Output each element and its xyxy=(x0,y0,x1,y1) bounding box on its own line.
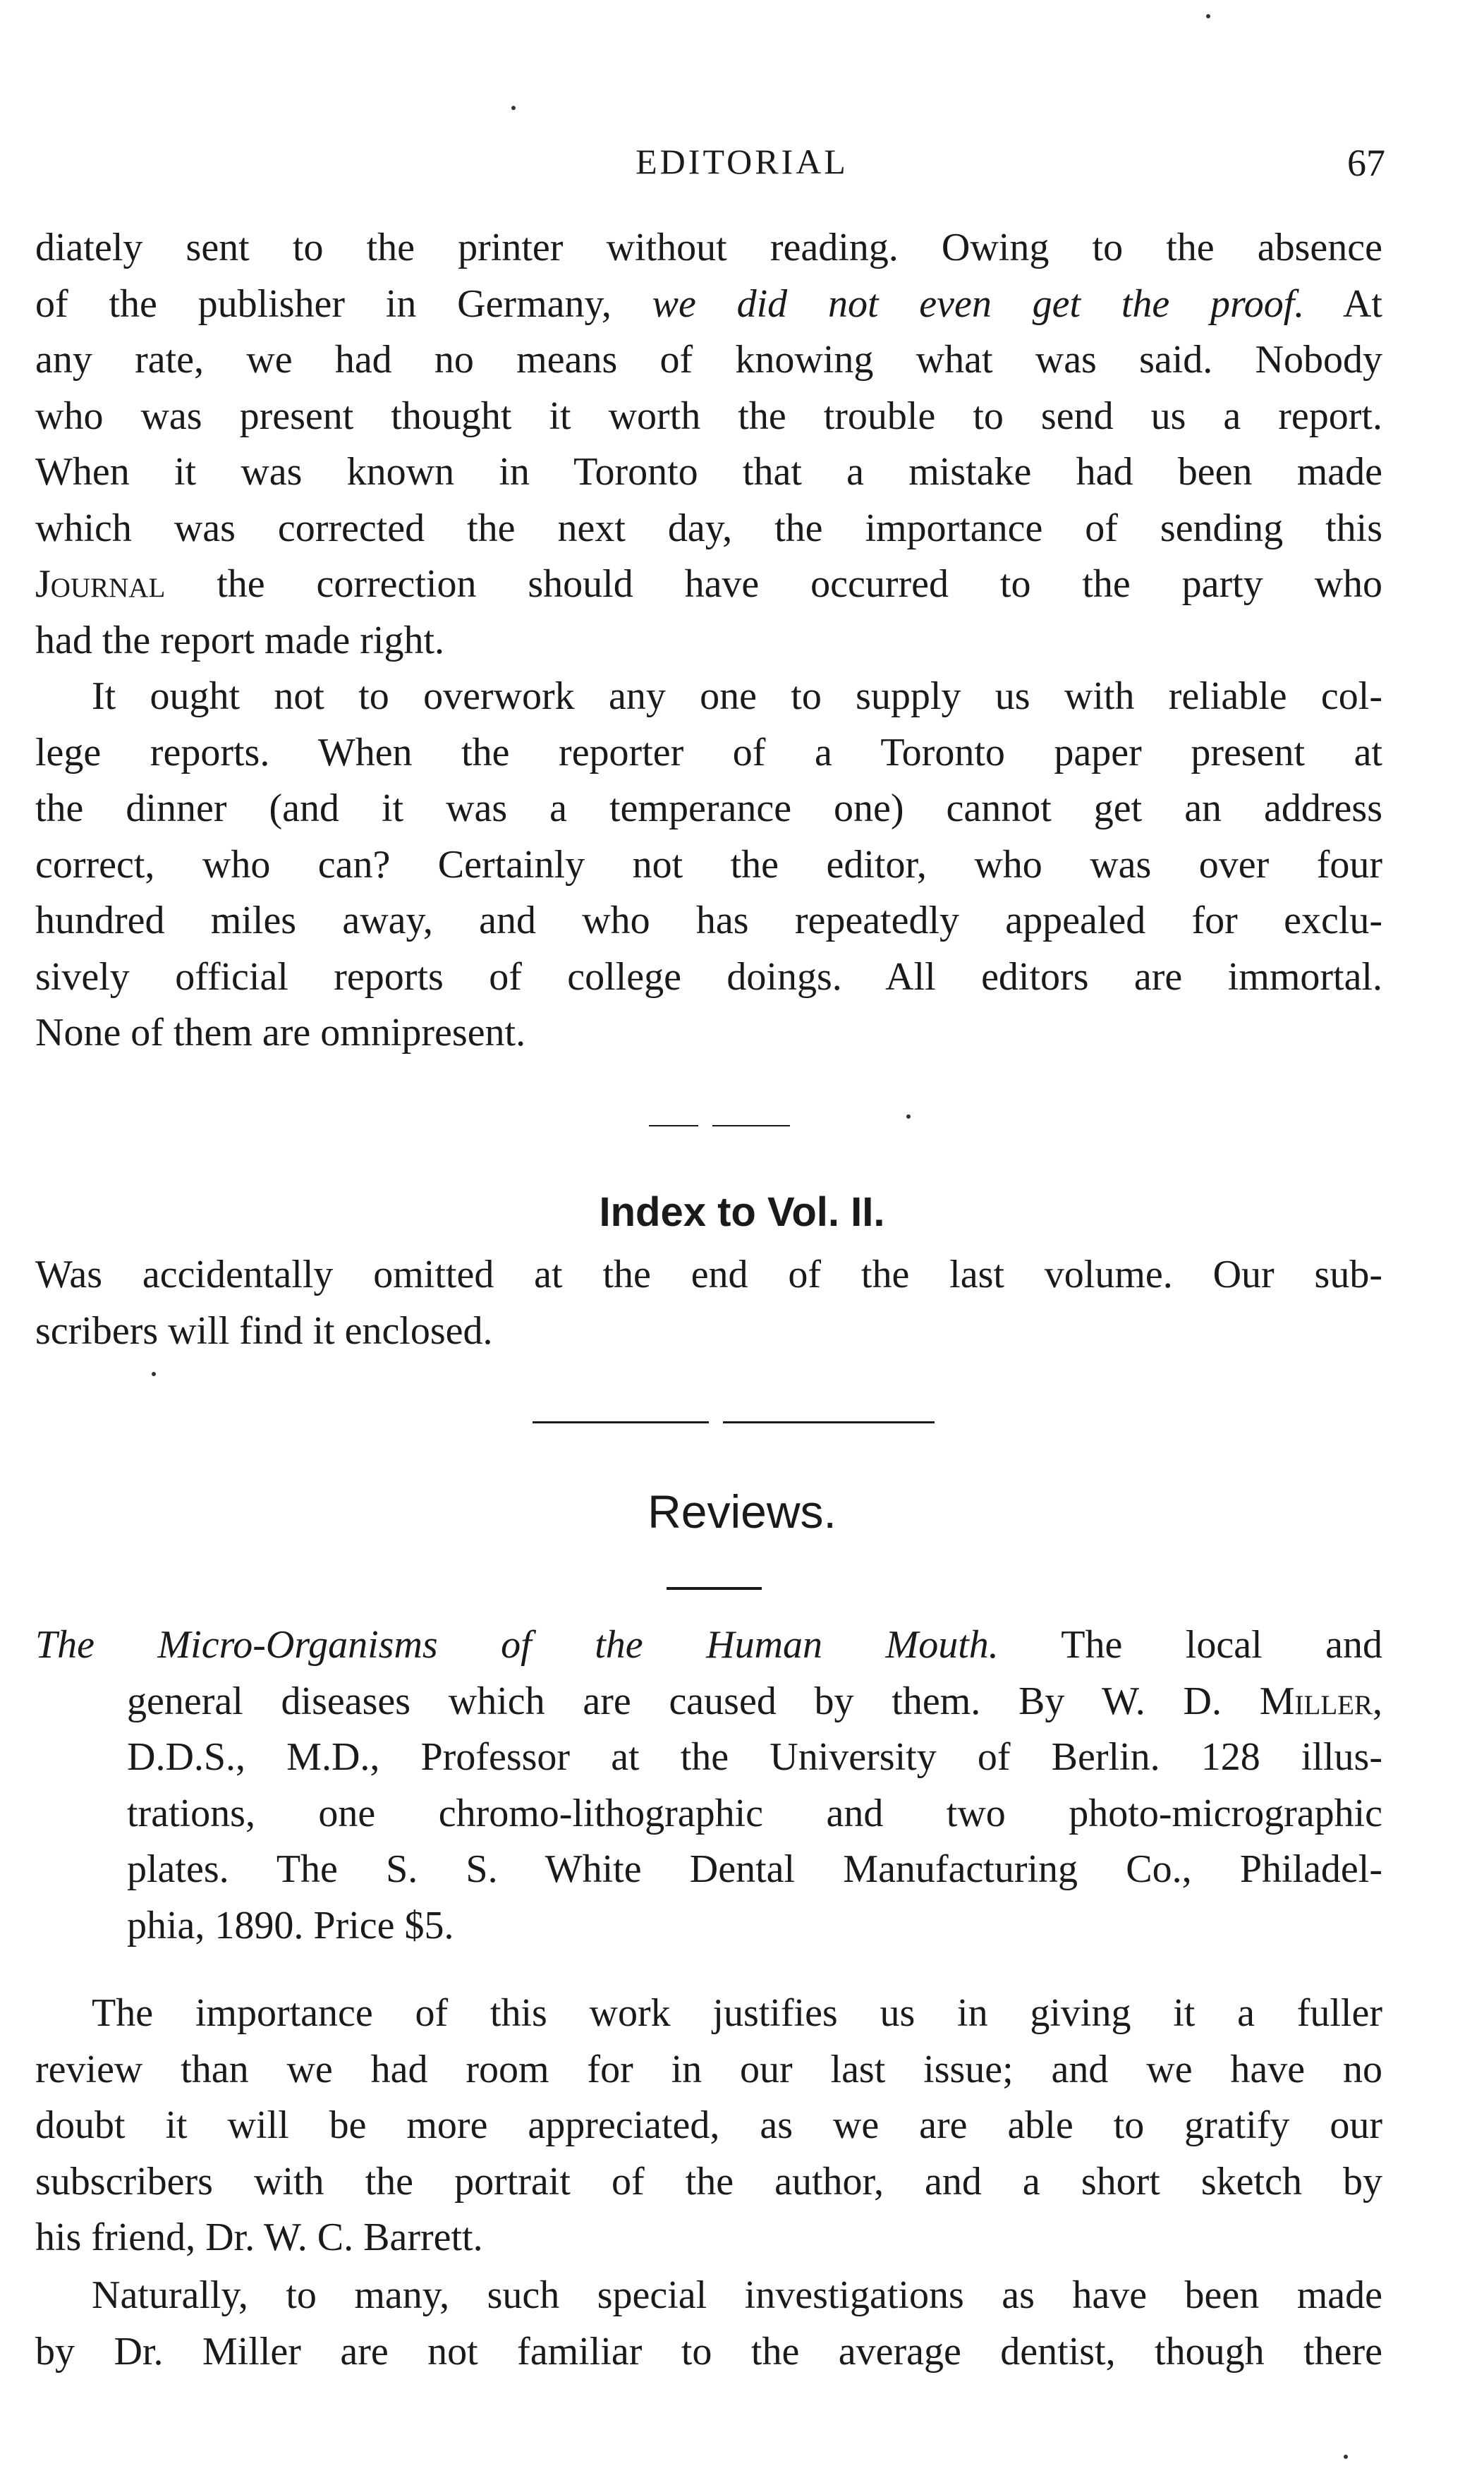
text-line: Was accidentally omitted at the end of the last volume. Our sub- xyxy=(35,1253,1382,1296)
reviews-heading: Reviews. xyxy=(647,1485,837,1538)
print-speck xyxy=(511,106,516,110)
section-divider xyxy=(723,1421,935,1423)
section-divider xyxy=(649,1125,698,1126)
citation-line: phia, 1890. Price $5. xyxy=(127,1903,454,1947)
text-line: scribers will find it enclosed. xyxy=(35,1308,493,1353)
text-line: lege reports. When the reporter of a Toronto paper present at xyxy=(35,730,1382,774)
text-line: diately sent to the printer without reading. Owing to the absence xyxy=(35,226,1382,269)
editorial-paragraph-1 xyxy=(35,220,1382,669)
text-line: It ought not to overwork any one to supply us with reliable col- xyxy=(92,674,1382,718)
print-speck xyxy=(152,1372,156,1376)
citation-line: plates. The S. S. White Dental Manufacturing Co., Philadel- xyxy=(127,1847,1382,1891)
text-line: had the report made right. xyxy=(35,618,445,662)
citation-line: D.D.S., M.D., Professor at the University of Berlin. 128 illus- xyxy=(127,1735,1382,1779)
text-line: Journal the correction should have occurred to the party who xyxy=(35,562,1383,606)
section-divider xyxy=(533,1421,709,1423)
text-line: who was present thought it worth the trouble to send us a report. xyxy=(35,394,1382,438)
citation-line: The Micro-Organisms of the Human Mouth. The local and xyxy=(35,1623,1382,1667)
text-line: his friend, Dr. W. C. Barrett. xyxy=(35,2216,483,2259)
running-title: EDITORIAL xyxy=(635,142,849,181)
section-divider xyxy=(712,1125,790,1126)
text-line: which was corrected the next day, the importance of sending this xyxy=(35,506,1382,550)
text-line: any rate, we had no means of knowing what was said. Nobody xyxy=(35,338,1382,382)
print-speck xyxy=(1344,2455,1348,2459)
text-line: subscribers with the portrait of the author, and a short sketch by xyxy=(35,2159,1382,2204)
text-line: When it was known in Toronto that a mistake had been made xyxy=(35,450,1382,494)
citation-line: general diseases which are caused by them. By W. D. Miller, xyxy=(127,1679,1382,1723)
index-heading: Index to Vol. II. xyxy=(599,1189,885,1235)
text-line: by Dr. Miller are not familiar to the average dentist, though there xyxy=(35,2329,1382,2374)
index-paragraph xyxy=(35,1247,1382,1359)
text-line: the dinner (and it was a temperance one) cannot get an address xyxy=(35,786,1382,830)
text-line: hundred miles away, and who has repeatedly appealed for exclu- xyxy=(35,899,1382,942)
text-line: of the publisher in Germany, we did not even get the proof. At xyxy=(35,281,1382,326)
running-head xyxy=(0,141,1484,190)
page-number: 67 xyxy=(1347,142,1385,184)
text-line: The importance of this work justifies us in giving it a fuller xyxy=(92,1991,1382,2035)
editorial-paragraph-2 xyxy=(35,669,1382,1062)
review-citation xyxy=(35,1617,1382,1954)
text-line: Naturally, to many, such special investigations as have been made xyxy=(92,2273,1382,2317)
print-speck xyxy=(1206,14,1210,18)
review-paragraph-2 xyxy=(35,2268,1382,2380)
text-line: review than we had room for in our last issue; and we have no xyxy=(35,2047,1382,2091)
text-line: correct, who can? Certainly not the editor, who was over four xyxy=(35,842,1382,887)
text-line: sively official reports of college doings. All editors are immortal. xyxy=(35,954,1382,999)
citation-line: trations, one chromo-lithographic and two photo-micrographic xyxy=(127,1791,1382,1835)
review-paragraph-1 xyxy=(35,1986,1382,2266)
print-speck xyxy=(906,1114,911,1119)
text-line: None of them are omnipresent. xyxy=(35,1011,526,1054)
text-line: doubt it will be more appreciated, as we are able to gratify our xyxy=(35,2103,1382,2147)
heading-rule xyxy=(667,1587,762,1590)
